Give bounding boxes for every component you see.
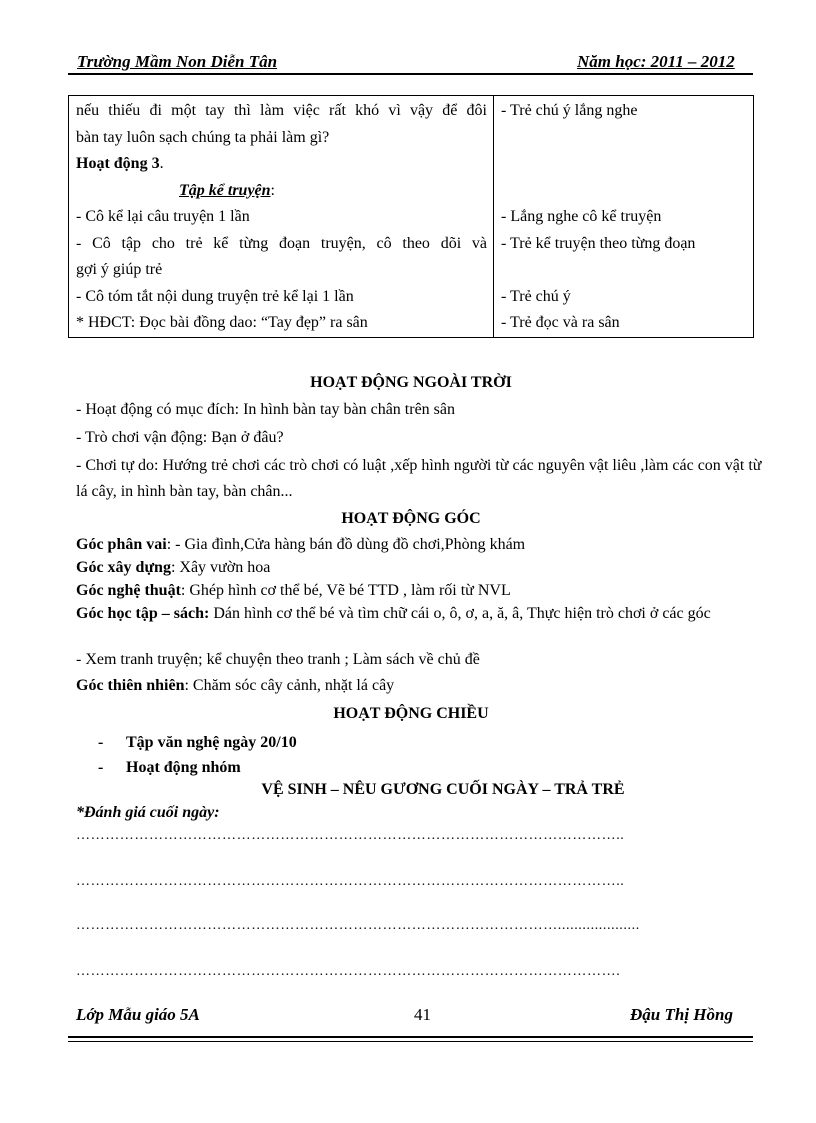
header-school: Trường Mầm Non Diễn Tân xyxy=(77,52,278,71)
table-cell-right xyxy=(501,151,747,178)
bullet-mark: - xyxy=(98,759,104,776)
corner-text: : Ghép hình cơ thể bé, Vẽ bé TTD , làm rối từ NVL xyxy=(180,582,511,599)
bullet-mark: - xyxy=(98,734,104,751)
footer-class: Lớp Mẫu giáo 5A xyxy=(76,1005,200,1024)
header-rule xyxy=(68,73,753,75)
corner-title: HOẠT ĐỘNG GÓC xyxy=(341,510,481,527)
dotted-line: ………………………………………………………………………………………………….. xyxy=(76,874,625,889)
outdoor-line: - Hoạt động có mục đích: In hình bàn tay bàn chân trên sân xyxy=(76,401,455,418)
dotted-line: …………………………………………………………………………………………………. xyxy=(76,964,621,979)
table-cell-right xyxy=(501,178,747,205)
table-cell-right: - Trẻ đọc và ra sân xyxy=(501,314,620,331)
table-cell-right xyxy=(501,125,747,152)
header-year: Năm học: 2011 – 2012 xyxy=(577,52,735,71)
table-cell-left: - Cô kể lại câu truyện 1 lần xyxy=(76,208,250,225)
table-cell-right: - Lắng nghe cô kể truyện xyxy=(501,208,662,225)
table-cell-right: - Trẻ chú ý xyxy=(501,287,571,305)
table-cell-right xyxy=(501,257,747,284)
corner-text: : Xây vườn hoa xyxy=(170,559,271,576)
table-cell-left: - Cô tóm tắt nội dung truyện trẻ kể lại 1 lần xyxy=(76,287,354,305)
table-cell-left: * HĐCT: Đọc bài đồng dao: “Tay đẹp” ra sân xyxy=(76,314,368,331)
children-column xyxy=(494,96,754,338)
table-cell-left: bàn tay luôn sạch chúng ta phải làm gì? xyxy=(76,128,330,146)
corner-label: Góc học tập – sách: xyxy=(76,605,210,622)
bullet-text: Hoạt động nhóm xyxy=(126,759,241,776)
storytelling-heading xyxy=(76,178,487,205)
corner-extra: - Xem tranh truyện; kể chuyện theo tranh ; Làm sách về chủ đề xyxy=(76,651,480,668)
corner-text: Dán hình cơ thể bé và tìm chữ cái o, ô, ơ, a, ă, â, Thực hiện trò chơi ở các góc xyxy=(209,605,711,622)
evaluation-title: *Đánh giá cuối ngày: xyxy=(76,804,220,821)
afternoon-bullet xyxy=(98,759,241,777)
page-number: 41 xyxy=(414,1005,431,1024)
corner-item xyxy=(76,559,270,577)
corner-label: Góc nghệ thuật xyxy=(76,582,181,599)
outdoor-title: HOẠT ĐỘNG NGOÀI TRỜI xyxy=(310,374,512,391)
teacher-column xyxy=(69,96,494,338)
dotted-line: ………………………………………………………………………………………………….. xyxy=(76,828,625,843)
corner-item xyxy=(76,603,762,625)
corner-label: Góc xây dựng xyxy=(76,559,171,576)
storytelling-punct: : xyxy=(270,181,275,199)
table-row xyxy=(69,96,754,338)
corner-text: : Chăm sóc cây cảnh, nhặt lá cây xyxy=(184,677,395,694)
afternoon-title: HOẠT ĐỘNG CHIỀU xyxy=(333,705,489,722)
outdoor-line: - Chơi tự do: Hướng trẻ chơi các trò chơi có luật ,xếp hình người từ các nguyên vật liêu ,làm các con vật từ lá cây, in hình bàn tay, bàn chân... xyxy=(76,457,762,500)
storytelling-label: Tập kể truyện xyxy=(179,181,271,199)
activity-3-label: Hoạt động 3 xyxy=(76,155,160,172)
corner-label: Góc thiên nhiên xyxy=(76,677,185,694)
activity-table xyxy=(68,95,754,338)
corner-label: Góc phân vai xyxy=(76,536,167,553)
activity-3-heading xyxy=(76,151,487,178)
table-cell-right: - Trẻ kể truyện theo từng đoạn xyxy=(501,234,696,252)
table-cell-left: nếu thiếu đi một tay thì làm việc rất khó vì vậy để đôi xyxy=(76,102,487,119)
bullet-text: Tập văn nghệ ngày 20/10 xyxy=(126,734,297,751)
table-cell-left: gợi ý giúp trẻ xyxy=(76,261,163,278)
corner-item xyxy=(76,536,525,554)
footer-rule xyxy=(68,1041,753,1042)
table-cell-right: - Trẻ chú ý lắng nghe xyxy=(501,102,638,119)
activity-3-punct: . xyxy=(159,155,164,172)
table-cell-left: - Cô tập cho trẻ kể từng đoạn truyện, cô theo dõi và xyxy=(76,234,487,252)
outdoor-line: - Trò chơi vận động: Bạn ở đâu? xyxy=(76,429,284,446)
corner-item xyxy=(76,677,394,695)
corner-item xyxy=(76,582,511,600)
corner-text: : - Gia đình,Cửa hàng bán đồ dùng đồ chơi,Phòng khám xyxy=(166,536,526,553)
dotted-line: ……………………………………………………………………………………….................... xyxy=(76,918,640,933)
closing-title: VỆ SINH – NÊU GƯƠNG CUỐI NGÀY – TRẢ TRẺ xyxy=(261,781,625,798)
footer-rule xyxy=(68,1036,753,1038)
footer-teacher: Đậu Thị Hồng xyxy=(630,1005,733,1024)
afternoon-bullet xyxy=(98,734,297,752)
